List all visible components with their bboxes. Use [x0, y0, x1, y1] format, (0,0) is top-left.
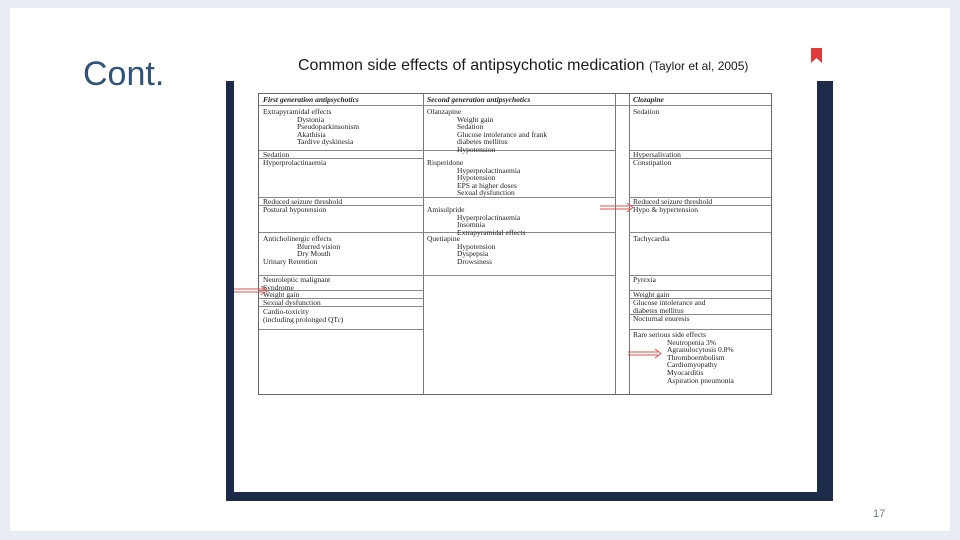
arrow-icon	[234, 286, 268, 296]
first-gen-eps: Extrapyramidal effects Dystonia Pseudoparkinsonism Akathisia Tardive dyskinesia	[263, 107, 360, 147]
clozapine-enuresis: Nocturnal enuresis	[633, 314, 690, 323]
first-gen-sedation: Sedation	[263, 150, 290, 159]
slide	[10, 8, 950, 531]
clozapine-hypo-hyper: Hypo & hypertension	[633, 205, 698, 214]
page-number: 17	[873, 508, 886, 520]
clozapine-rare-effects: Rare serious side effects Neutropenia 3% Agranulocytosis 0.8% Thromboembolism Cardiomyopathy Myocarditis Aspiration pneumonia	[633, 330, 734, 385]
first-gen-postural: Postural hypotension	[263, 205, 327, 214]
clozapine-glucose: Glucose intolerance and diabetes mellitus	[633, 298, 706, 315]
first-gen-anticholinergic: Anticholinergic effects Blurred vision Dry Mouth Urinary Retention	[263, 234, 341, 266]
first-gen-sexual: Sexual dysfunction	[263, 298, 321, 307]
image-body	[234, 81, 817, 492]
second-gen-olanzapine: Olanzapine Weight gain Sedation Glucose intolerance and frank diabetes mellitus Hypotension	[427, 107, 548, 154]
figure-title-text: Common side effects of antipsychotic medication	[298, 57, 645, 74]
clozapine-seizure: Reduced seizure threshold	[633, 197, 713, 206]
first-gen-cardio: Cardio-toxicity (including prolonged QTc)	[263, 307, 344, 324]
side-effects-table	[258, 93, 772, 395]
bookmark-icon	[811, 48, 822, 63]
figure-title	[298, 57, 748, 75]
clozapine-tachycardia: Tachycardia	[633, 234, 670, 243]
clozapine-sedation: Sedation	[633, 107, 660, 116]
figure-citation: (Taylor et al, 2005)	[649, 59, 749, 73]
first-gen-nms: Neuroleptic malignant Syndrome	[263, 275, 331, 292]
clozapine-pyrexia: Pyrexia	[633, 275, 656, 284]
second-gen-risperidone: Risperidone Hyperprolactinaemia Hypotension EPS at higher doses Sexual dysfunction	[427, 158, 521, 198]
clozapine-constipation: Constipation	[633, 158, 672, 167]
arrow-icon	[600, 203, 634, 213]
slide-title: Cont.	[83, 55, 165, 93]
header-first-gen: First generation antipsychotics	[263, 95, 359, 104]
table-image	[226, 29, 833, 501]
clozapine-weight: Weight gain	[633, 290, 670, 299]
first-gen-hyperprolactinaemia: Hyperprolactinaemia	[263, 158, 327, 167]
second-gen-quetiapine: Quetiapine Hypotension Dyspepsia Drowsiness	[427, 234, 496, 266]
header-second-gen: Second generation antipsychotics	[427, 95, 531, 104]
image-header	[226, 29, 833, 81]
arrow-icon	[628, 349, 662, 359]
clozapine-hypersalivation: Hypersalivation	[633, 150, 681, 159]
first-gen-seizure: Reduced seizure threshold	[263, 197, 343, 206]
second-gen-amisulpride: Amisulpride Hyperprolactinaemia Insomnia Extrapyramidal effects	[427, 205, 526, 237]
header-clozapine: Clozapine	[633, 95, 664, 104]
first-gen-weight: Weight gain	[263, 290, 300, 299]
